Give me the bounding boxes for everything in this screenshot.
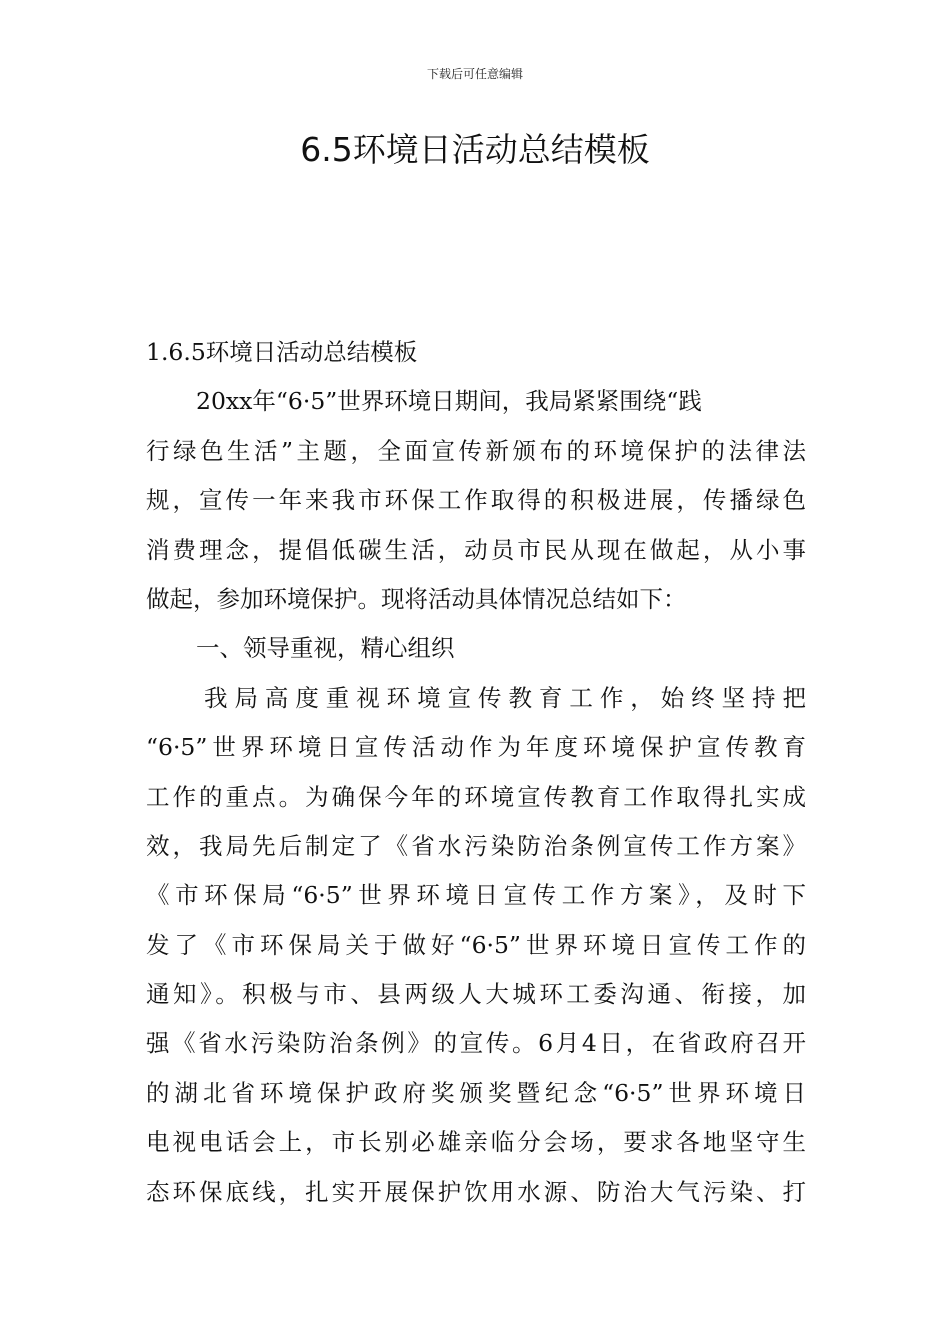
paragraph-line: 行绿色生活”主题，全面宣传新颁布的环境保护的法律法: [146, 436, 806, 465]
paragraph-line: 20xx年“6·5”世界环境日期间，我局紧紧围绕“践: [196, 387, 702, 416]
paragraph-line: 强《省水污染防治条例》的宣传。6月4日，在省政府召开: [146, 1029, 806, 1058]
paragraph-line: 我局高度重视环境宣传教育工作，始终坚持把: [204, 683, 806, 712]
header-note: 下载后可任意编辑: [426, 67, 523, 81]
paragraph-line: 通知》。积极与市、县两级人大城环工委沟通、衔接，加: [146, 980, 806, 1009]
paragraph-line: 态环保底线，扎实开展保护饮用水源、防治大气污染、打: [146, 1177, 806, 1206]
paragraph-line: 做起，参加环境保护。现将活动具体情况总结如下：: [146, 584, 687, 613]
paragraph-line: 效，我局先后制定了《省水污染防治条例宣传工作方案》: [146, 831, 806, 860]
paragraph-line: 消费理念，提倡低碳生活，动员市民从现在做起，从小事: [146, 535, 806, 564]
paragraph-line: 的湖北省环境保护政府奖颁奖暨纪念“6·5”世界环境日: [146, 1078, 806, 1107]
paragraph-line: 发了《市环保局关于做好“6·5”世界环境日宣传工作的: [146, 930, 806, 959]
paragraph-line: 规，宣传一年来我市环保工作取得的积极进展，传播绿色: [146, 486, 806, 515]
paragraph-line: 电视电话会上，市长别必雄亲临分会场，要求各地坚守生: [146, 1128, 806, 1157]
section-heading: 1.6.5环境日活动总结模板: [146, 338, 418, 366]
document-title: 6.5环境日活动总结模板: [300, 130, 650, 169]
paragraph-line: “6·5”世界环境日宣传活动作为年度环境保护宣传教育: [146, 733, 806, 762]
paragraph-line: 《市环保局“6·5”世界环境日宣传工作方案》，及时下: [146, 881, 806, 910]
document-body: [146, 328, 806, 1217]
paragraph-line: 工作的重点。为确保今年的环境宣传教育工作取得扎实成: [146, 782, 806, 811]
subsection-heading: 一、领导重视，精心组织: [196, 634, 455, 663]
